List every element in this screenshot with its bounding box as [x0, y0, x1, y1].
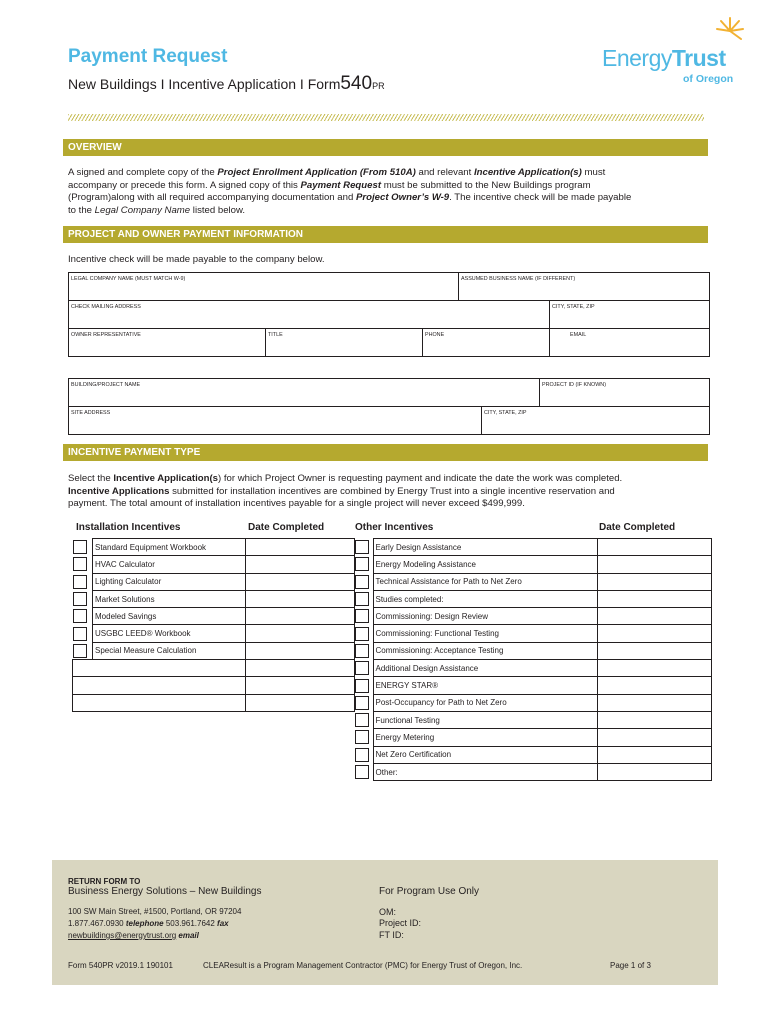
incentive-label: USGBC LEED® Workbook: [93, 625, 246, 642]
checkbox[interactable]: [73, 592, 87, 606]
checkbox[interactable]: [355, 696, 369, 710]
checkbox[interactable]: [73, 644, 87, 658]
checkbox[interactable]: [73, 627, 87, 641]
owner-representative-field[interactable]: OWNER REPRESENTATIVE: [69, 329, 266, 357]
date-field[interactable]: [246, 539, 355, 556]
incentive-label: Post-Occupancy for Path to Net Zero: [373, 694, 597, 711]
check-mailing-address-field[interactable]: CHECK MAILING ADDRESS: [69, 301, 550, 329]
date-field[interactable]: [246, 590, 355, 607]
list-item: [355, 763, 711, 780]
incentive-label: Modeled Savings: [93, 608, 246, 625]
list-item: [73, 642, 355, 659]
ft-id-label: FT ID:: [379, 930, 404, 940]
decorative-stripe: [68, 114, 704, 121]
checkbox[interactable]: [73, 609, 87, 623]
checkbox[interactable]: [355, 765, 369, 779]
list-item: [355, 539, 711, 556]
checkbox[interactable]: [355, 592, 369, 606]
list-item: [355, 608, 711, 625]
date-field[interactable]: [246, 694, 355, 711]
checkbox[interactable]: [355, 627, 369, 641]
date-field[interactable]: [597, 556, 711, 573]
logo-energy-text: Energy: [602, 45, 672, 71]
return-form-label: RETURN FORM TO: [68, 877, 141, 886]
incentive-label: Market Solutions: [93, 590, 246, 607]
list-item: [73, 660, 355, 677]
legal-company-name-field[interactable]: LEGAL COMPANY NAME (MUST MATCH W-9): [69, 273, 459, 301]
checkbox[interactable]: [355, 609, 369, 623]
city-state-zip-field[interactable]: CITY, STATE, ZIP: [550, 301, 710, 329]
list-item: [73, 590, 355, 607]
email-link[interactable]: newbuildings@energytrust.org: [68, 931, 177, 940]
checkbox[interactable]: [355, 713, 369, 727]
list-item: [355, 711, 711, 728]
checkbox[interactable]: [73, 575, 87, 589]
list-item: [355, 556, 711, 573]
date-field[interactable]: [597, 763, 711, 780]
phone-field[interactable]: PHONE: [423, 329, 550, 357]
building-project-name-field[interactable]: BUILDING/PROJECT NAME: [69, 379, 540, 407]
list-item: [355, 677, 711, 694]
date-field[interactable]: [246, 642, 355, 659]
program-use-label: For Program Use Only: [379, 886, 480, 897]
logo-trust-text: Trust: [671, 45, 726, 71]
incentive-label: Standard Equipment Workbook: [93, 539, 246, 556]
date-completed-header-2: Date Completed: [599, 522, 676, 533]
form-number: 540: [340, 73, 373, 94]
return-address: 100 SW Main Street, #1500, Portland, OR 97204: [68, 907, 242, 916]
form-version: Form 540PR v2019.1 190101: [68, 961, 173, 970]
checkbox[interactable]: [355, 540, 369, 554]
date-field[interactable]: [597, 711, 711, 728]
incentive-label: Additional Design Assistance: [373, 660, 597, 677]
list-item: [355, 573, 711, 590]
date-field[interactable]: [246, 625, 355, 642]
return-name: Business Energy Solutions – New Buildings: [68, 886, 262, 897]
sun-logo-icon: [712, 14, 748, 48]
overview-text: A signed and complete copy of the Project Enrollment Application (From 510A) and relevant Incentive Application(s) must accompany or precede this form. A signed copy of this Payment Request must be submitted to the New Buildings program (Program)along with all required accompanying documentation and Project Owner’s W-9. The incentive check will be made payable to the Legal Company Name listed below.: [68, 167, 632, 216]
assumed-business-name-field[interactable]: ASSUMED BUSINESS NAME (IF DIFFERENT): [459, 273, 710, 301]
checkbox[interactable]: [73, 540, 87, 554]
incentive-heading: INCENTIVE PAYMENT TYPE: [63, 444, 708, 461]
project-id-label: Project ID:: [379, 918, 422, 928]
project-id-field[interactable]: PROJECT ID (IF KNOWN): [540, 379, 710, 407]
date-field[interactable]: [246, 556, 355, 573]
om-label: OM:: [379, 907, 396, 917]
project-heading: PROJECT AND OWNER PAYMENT INFORMATION: [63, 226, 708, 243]
list-item: [355, 729, 711, 746]
installation-incentives-table: [72, 538, 355, 712]
contact-phone-fax: 1.877.467.0930 telephone 503.961.7642 fax: [68, 919, 229, 928]
list-item: [355, 642, 711, 659]
incentive-label: Energy Metering: [373, 729, 597, 746]
list-item: [73, 608, 355, 625]
other-incentives-table: [355, 538, 712, 781]
subtitle-text: New Buildings I Incentive Application I Form: [68, 76, 341, 92]
incentive-label: Studies completed:: [373, 590, 597, 607]
list-item: [355, 746, 711, 763]
list-item: [73, 573, 355, 590]
date-completed-header-1: Date Completed: [248, 522, 325, 533]
logo-oregon-text: of Oregon: [683, 73, 734, 85]
incentive-label: Commissioning: Acceptance Testing: [373, 642, 597, 659]
date-field[interactable]: [597, 642, 711, 659]
form-suffix: PR: [372, 81, 385, 91]
list-item: [73, 539, 355, 556]
date-field[interactable]: [597, 590, 711, 607]
list-item: [73, 677, 355, 694]
logo-wordmark: [602, 45, 726, 72]
list-item: [355, 660, 711, 677]
date-field[interactable]: [597, 608, 711, 625]
date-field[interactable]: [246, 573, 355, 590]
list-item: [355, 590, 711, 607]
incentive-label: Functional Testing: [373, 711, 597, 728]
incentive-label: Early Design Assistance: [373, 539, 597, 556]
date-field[interactable]: [597, 625, 711, 642]
incentive-label: Net Zero Certification: [373, 746, 597, 763]
date-field[interactable]: [597, 694, 711, 711]
overview-heading: OVERVIEW: [63, 139, 708, 156]
title-field[interactable]: TITLE: [266, 329, 423, 357]
checkbox[interactable]: [355, 679, 369, 693]
incentive-label: Special Measure Calculation: [93, 642, 246, 659]
page-title: Payment Request: [68, 46, 228, 67]
incentive-text: Select the Incentive Application(s) for which Project Owner is requesting payment and indicate the date the work was completed. Incentive Applications submitted for installation incentives are combined by Energy Trust into a single incentive reservation and payment. The total amount of installation incentives payable for a single project will never exceed $499,999.: [68, 473, 623, 510]
list-item: [73, 556, 355, 573]
blank-cell: [73, 677, 246, 694]
list-item: [355, 625, 711, 642]
checkbox[interactable]: [355, 661, 369, 675]
date-field[interactable]: [246, 660, 355, 677]
date-field[interactable]: [597, 539, 711, 556]
checkbox[interactable]: [355, 575, 369, 589]
page-number: Page 1 of 3: [610, 961, 651, 970]
other-incentives-header: Other Incentives: [355, 522, 434, 533]
footer-panel: [52, 860, 718, 985]
installation-incentives-header: Installation Incentives: [76, 522, 181, 533]
incentive-label: Commissioning: Design Review: [373, 608, 597, 625]
contact-email: newbuildings@energytrust.org email: [68, 931, 199, 940]
incentive-label: Technical Assistance for Path to Net Zero: [373, 573, 597, 590]
incentive-label: HVAC Calculator: [93, 556, 246, 573]
site-city-state-zip-field[interactable]: CITY, STATE, ZIP: [482, 407, 710, 435]
list-item: [355, 694, 711, 711]
page-subtitle: [68, 73, 385, 95]
date-field[interactable]: [597, 677, 711, 694]
checkbox[interactable]: [355, 557, 369, 571]
blank-cell: [73, 694, 246, 711]
date-field[interactable]: [246, 608, 355, 625]
date-field[interactable]: [597, 746, 711, 763]
project-intro: Incentive check will be made payable to the company below.: [68, 254, 325, 265]
list-item: [73, 625, 355, 642]
email-field[interactable]: EMAIL: [550, 329, 710, 357]
incentive-label: Commissioning: Functional Testing: [373, 625, 597, 642]
checkbox[interactable]: [355, 748, 369, 762]
building-info-table: [68, 378, 710, 435]
date-field[interactable]: [597, 729, 711, 746]
pmc-note: CLEAResult is a Program Management Contractor (PMC) for Energy Trust of Oregon, Inc.: [203, 961, 523, 970]
checkbox[interactable]: [355, 730, 369, 744]
date-field[interactable]: [246, 677, 355, 694]
site-address-field[interactable]: SITE ADDRESS: [69, 407, 482, 435]
incentive-label: Other:: [373, 763, 597, 780]
blank-cell: [73, 660, 246, 677]
incentive-label: ENERGY STAR®: [373, 677, 597, 694]
date-field[interactable]: [597, 660, 711, 677]
checkbox[interactable]: [355, 644, 369, 658]
incentive-label: Energy Modeling Assistance: [373, 556, 597, 573]
owner-info-table: [68, 272, 710, 357]
incentive-label: Lighting Calculator: [93, 573, 246, 590]
checkbox[interactable]: [73, 557, 87, 571]
list-item: [73, 694, 355, 711]
date-field[interactable]: [597, 573, 711, 590]
